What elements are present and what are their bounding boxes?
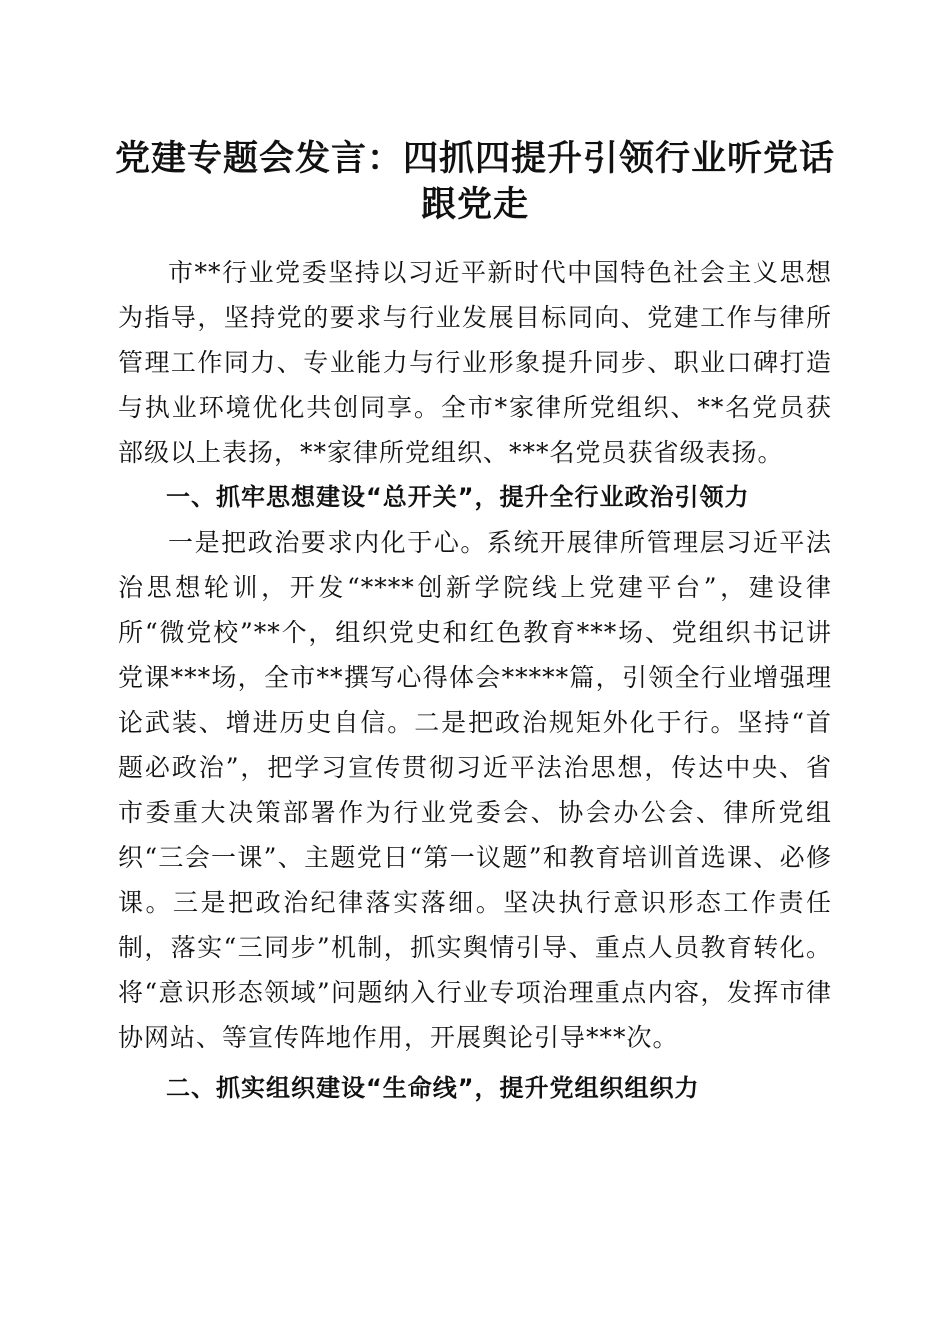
section-1-paragraph: 一是把政治要求内化于心。系统开展律所管理层习近平法治思想轮训，开发“****创新学院线上党建平台”，建设律所“微党校”**个，组织党史和红色教育***场、党组织书记讲党课***场，全市**撰写心得体会*****篇，引领全行业增强理论武装、增进历史自信。二是把政治规矩外化于行。坚持“首题必政治”，把学习宣传贯彻习近平法治思想，传达中央、省市委重大决策部署作为行业党委会、协会办公会、律所党组织“三会一课”、主题党日“第一议题”和教育培训首选课、必修课。三是把政治纪律落实落细。坚决执行意识形态工作责任制，落实“三同步”机制，抓实舆情引导、重点人员教育转化。将“意识形态领域”问题纳入行业专项治理重点内容，发挥市律协网站、等宣传阵地作用，开展舆论引导***次。 (118, 528, 832, 1052)
document-title: 党建专题会发言：四抓四提升引领行业听党话跟党走 (114, 138, 835, 225)
section-heading-2: 二、抓实组织建设“生命线”，提升党组织组织力 (166, 1074, 700, 1102)
document-body (118, 250, 832, 1111)
section-heading-1: 一、抓牢思想建设“总开关”，提升全行业政治引领力 (166, 483, 750, 511)
intro-paragraph: 市**行业党委坚持以习近平新时代中国特色社会主义思想为指导，坚持党的要求与行业发展目标同向、党建工作与律所管理工作同力、专业能力与行业形象提升同步、职业口碑打造与执业环境优化共创同享。全市*家律所党组织、**名党员获部级以上表扬，**家律所党组织、***名党员获省级表扬。 (118, 258, 832, 467)
